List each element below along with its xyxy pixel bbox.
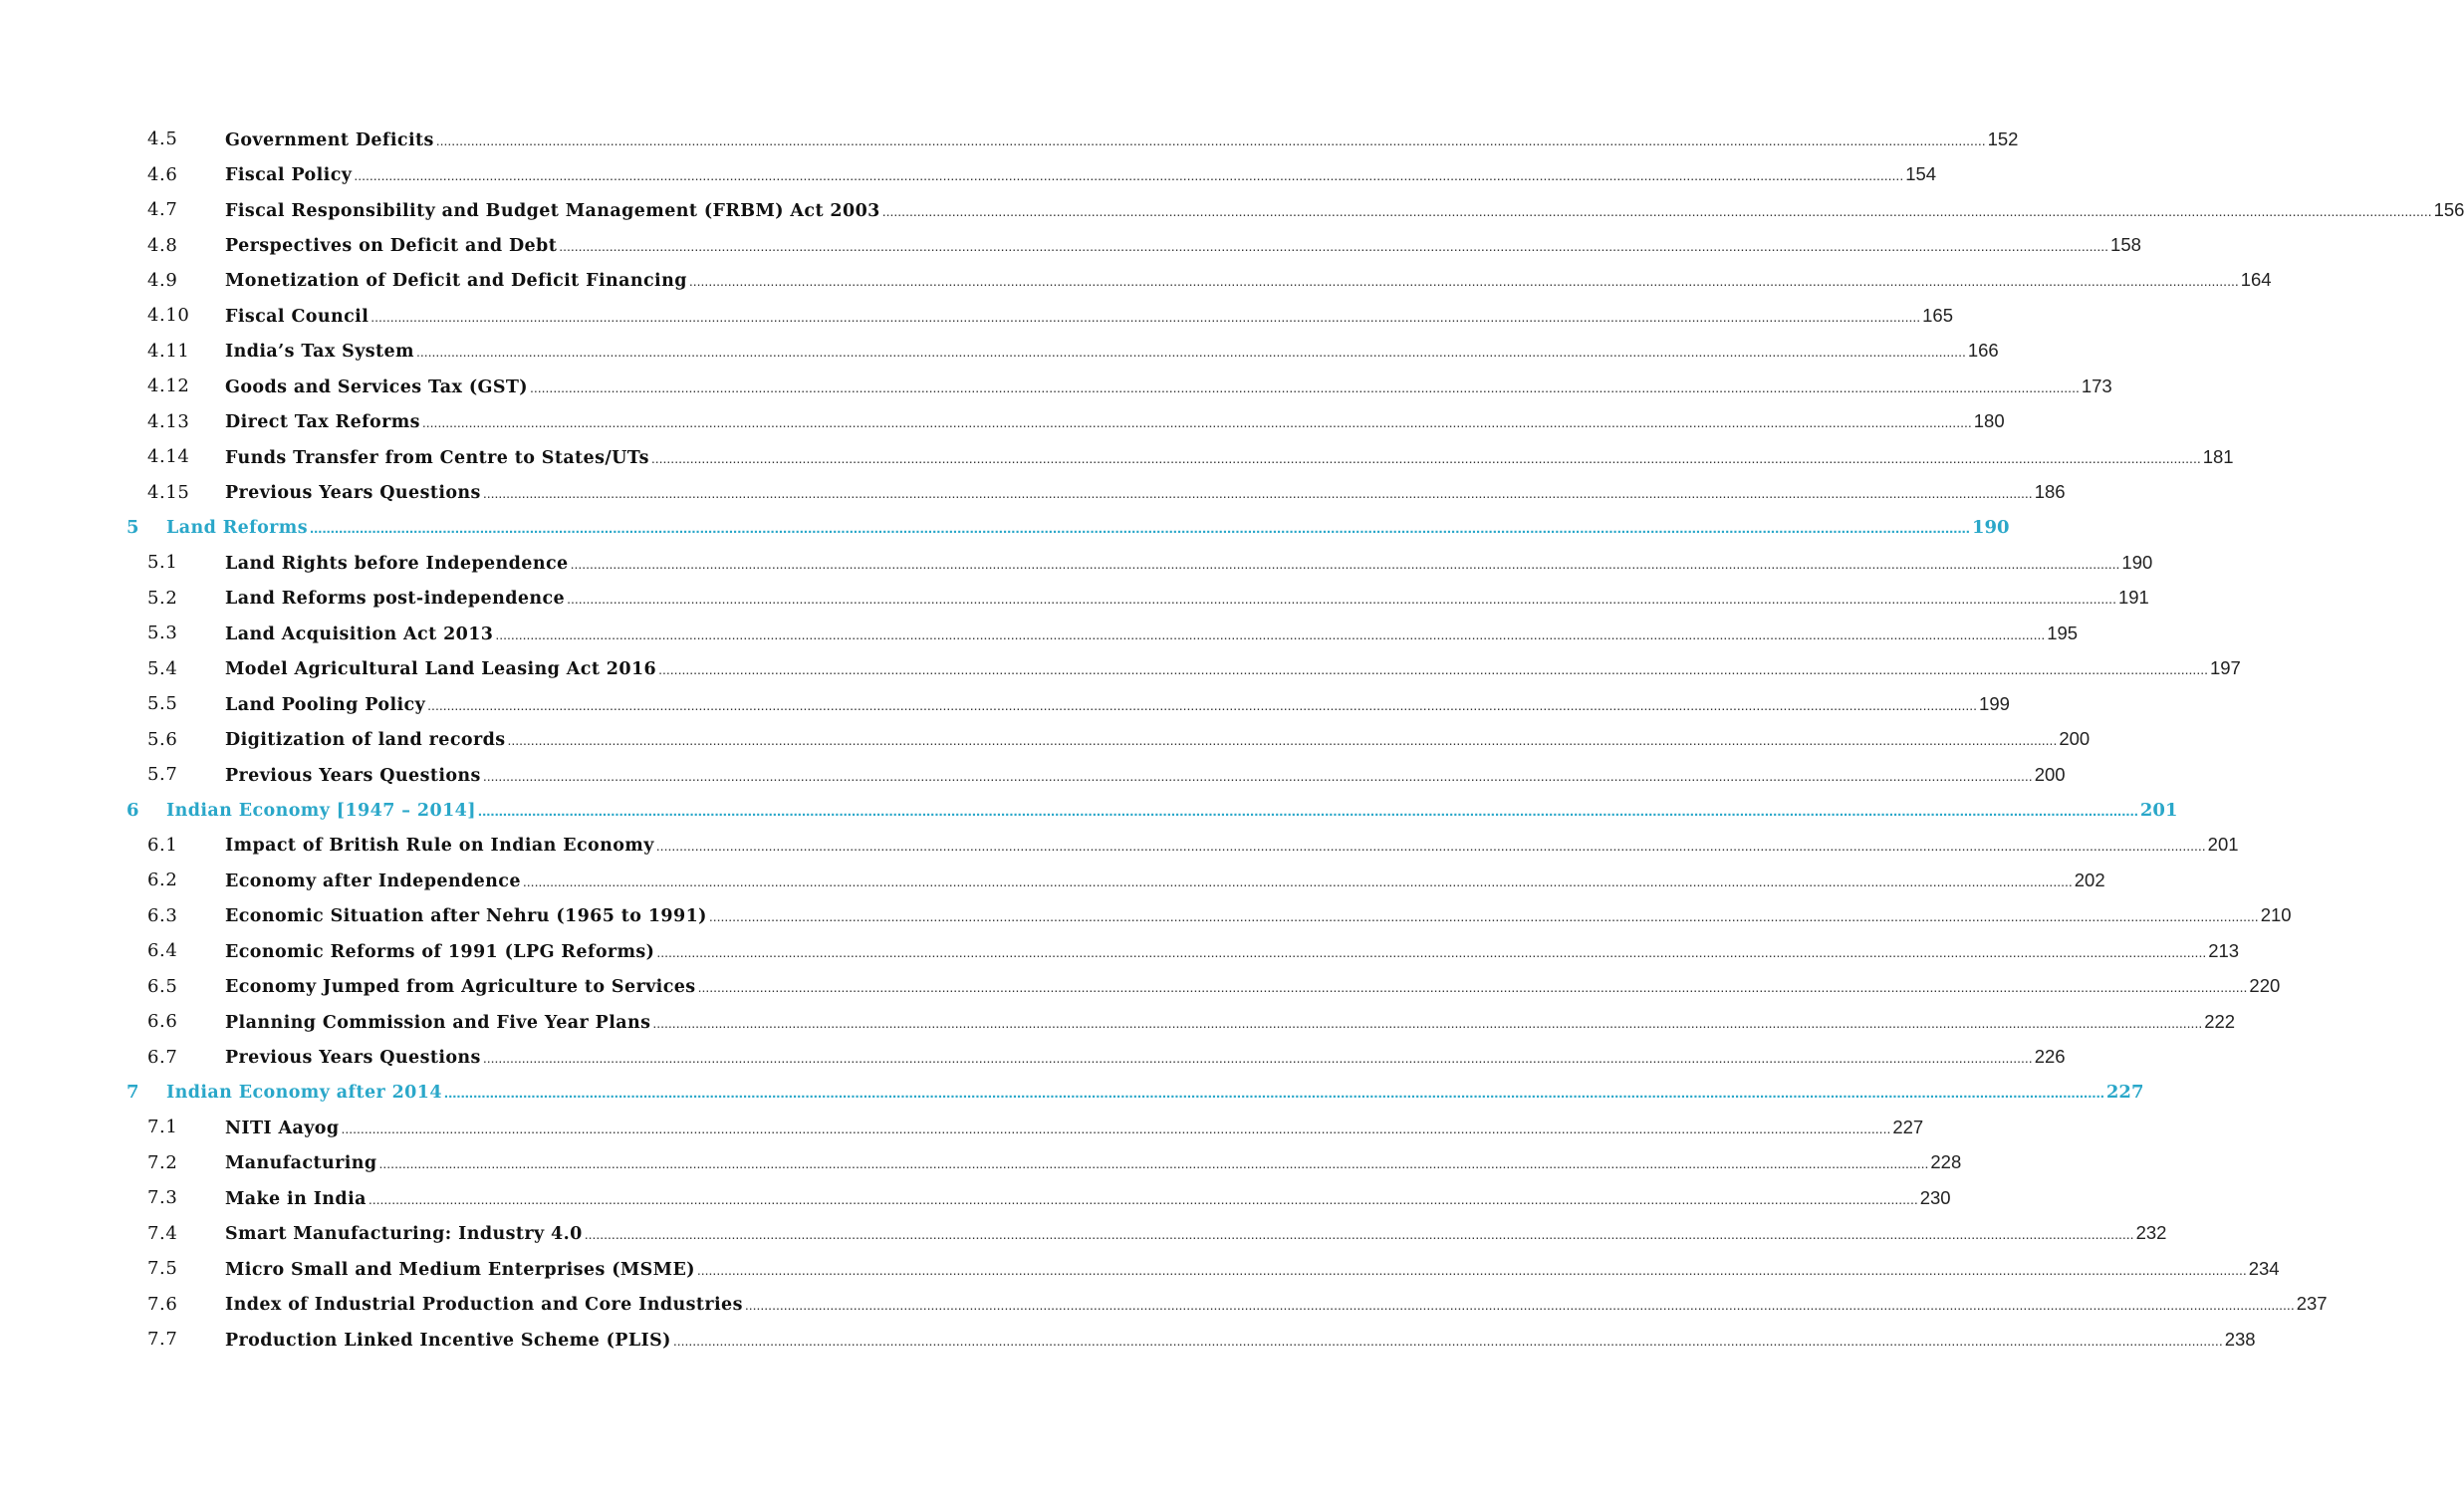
entry-title: Previous Years Questions (225, 765, 481, 786)
dot-leader: ................................................................................................................................................................................................................................................................................................................................................................................................................ (567, 591, 2116, 608)
entry-line (225, 869, 2105, 891)
entry-page-number: 227 (1892, 1116, 1924, 1137)
toc-section-entry[interactable] (0, 404, 2005, 439)
entry-title: Micro Small and Medium Enterprises (MSME) (225, 1259, 695, 1280)
toc-chapter-entry[interactable] (0, 1075, 2144, 1110)
dot-leader: ................................................................................................................................................................................................................................................................................................................................................................................................................ (708, 908, 2259, 925)
entry-title: Planning Commission and Five Year Plans (225, 1012, 651, 1033)
dot-leader: ................................................................................................................................................................................................................................................................................................................................................................................................................ (507, 732, 2058, 749)
toc-section-entry[interactable] (0, 263, 2272, 298)
toc-section-entry[interactable] (0, 122, 2019, 156)
toc-section-entry[interactable] (0, 757, 2066, 792)
toc-section-entry[interactable] (0, 651, 2241, 686)
entry-page-number: 234 (2248, 1257, 2280, 1279)
entry-number: 6.7 (147, 1046, 178, 1068)
entry-number: 4.8 (147, 234, 178, 256)
dot-leader: ................................................................................................................................................................................................................................................................................................................................................................................................................ (559, 238, 2109, 255)
entry-title: Funds Transfer from Centre to States/UTs (225, 447, 649, 468)
toc-section-entry[interactable] (0, 369, 2112, 403)
toc-section-entry[interactable] (0, 156, 1937, 191)
entry-line (225, 551, 2153, 574)
entry-line (225, 1046, 2066, 1069)
toc-chapter-entry[interactable] (0, 510, 2010, 545)
entry-page-number: 181 (2202, 445, 2234, 467)
entry-number: 4.15 (147, 481, 190, 503)
entry-number: 4.11 (147, 340, 190, 362)
entry-title: Fiscal Policy (225, 165, 353, 186)
entry-title: Model Agricultural Land Leasing Act 2016 (225, 659, 657, 680)
dot-leader: ................................................................................................................................................................................................................................................................................................................................................................................................................ (341, 1120, 1891, 1136)
entry-number: 6.4 (147, 940, 178, 962)
entry-page-number: 186 (2034, 481, 2066, 503)
entry-number: 7 (126, 1082, 140, 1104)
entry-page-number: 165 (1922, 304, 1953, 326)
entry-number: 5 (126, 517, 140, 539)
entry-number: 4.13 (147, 410, 190, 432)
entry-title: Fiscal Council (225, 306, 370, 327)
entry-line (225, 163, 1937, 186)
entry-page-number: 226 (2034, 1046, 2066, 1068)
entry-page-number: 191 (2117, 587, 2149, 609)
entry-page-number: 237 (2296, 1293, 2328, 1315)
entry-line (225, 1222, 2167, 1245)
dot-leader: ................................................................................................................................................................................................................................................................................................................................................................................................................ (495, 625, 2046, 642)
entry-number: 4.9 (147, 269, 178, 291)
entry-page-number: 197 (2209, 657, 2241, 679)
entry-line (225, 1328, 2256, 1351)
toc-section-entry[interactable] (0, 933, 2240, 968)
entry-number: 5.2 (147, 587, 178, 609)
entry-line (225, 763, 2066, 786)
entry-page-number: 228 (1930, 1151, 1962, 1173)
entry-line (225, 127, 2019, 150)
entry-number: 6.5 (147, 975, 178, 997)
entry-line (225, 657, 2241, 680)
entry-title: Indian Economy [1947 – 2014] (166, 800, 476, 821)
entry-page-number: 201 (2139, 799, 2178, 821)
entry-number: 4.14 (147, 446, 190, 468)
entry-page-number: 164 (2240, 269, 2272, 291)
entry-number: 4.7 (147, 199, 178, 221)
dot-leader: ................................................................................................................................................................................................................................................................................................................................................................................................................ (697, 979, 2248, 996)
dot-leader: ................................................................................................................................................................................................................................................................................................................................................................................................................ (482, 485, 2033, 502)
toc-chapter-entry[interactable] (0, 792, 2178, 827)
entry-line (225, 304, 1953, 327)
entry-line (225, 1010, 2236, 1033)
entry-line (225, 975, 2281, 998)
table-of-contents (0, 122, 2464, 1357)
entry-title: Land Rights before Independence (225, 553, 569, 574)
entry-page-number: 156 (2433, 198, 2464, 220)
dot-leader: ................................................................................................................................................................................................................................................................................................................................................................................................................ (658, 661, 2208, 678)
dot-leader: ................................................................................................................................................................................................................................................................................................................................................................................................................ (482, 1050, 2033, 1067)
entry-title: Impact of British Rule on Indian Economy (225, 836, 654, 857)
dot-leader: ................................................................................................................................................................................................................................................................................................................................................................................................................ (435, 131, 1986, 148)
toc-section-entry[interactable] (0, 298, 1953, 333)
dot-leader: ................................................................................................................................................................................................................................................................................................................................................................................................................ (688, 273, 2239, 290)
dot-leader: ................................................................................................................................................................................................................................................................................................................................................................................................................ (421, 414, 1972, 431)
dot-leader: ................................................................................................................................................................................................................................................................................................................................................................................................................ (744, 1297, 2295, 1314)
toc-section-entry[interactable] (0, 1286, 2328, 1321)
entry-line (225, 904, 2292, 927)
entry-page-number: 232 (2135, 1222, 2167, 1244)
dot-leader: ................................................................................................................................................................................................................................................................................................................................................................................................................ (443, 1085, 2104, 1103)
entry-page-number: 158 (2110, 234, 2141, 256)
entry-number: 4.5 (147, 128, 178, 150)
entry-number: 5.7 (147, 764, 178, 786)
entry-title: Land Reforms post-independence (225, 589, 566, 610)
dot-leader: ................................................................................................................................................................................................................................................................................................................................................................................................................ (415, 344, 1966, 361)
toc-section-entry[interactable] (0, 545, 2153, 580)
toc-section-entry[interactable] (0, 1180, 1951, 1215)
toc-section-entry[interactable] (0, 227, 2141, 262)
entry-line (225, 1186, 1951, 1209)
dot-leader: ................................................................................................................................................................................................................................................................................................................................................................................................................ (881, 202, 2432, 219)
entry-page-number: 200 (2059, 728, 2091, 750)
toc-section-entry[interactable] (0, 616, 2079, 650)
dot-leader: ................................................................................................................................................................................................................................................................................................................................................................................................................ (696, 1261, 2247, 1278)
dot-leader: ................................................................................................................................................................................................................................................................................................................................................................................................................ (652, 1014, 2203, 1031)
dot-leader: ................................................................................................................................................................................................................................................................................................................................................................................................................ (368, 1190, 1918, 1207)
entry-number: 5.6 (147, 728, 178, 750)
toc-section-entry[interactable] (0, 334, 1999, 369)
entry-line (225, 834, 2239, 857)
entry-line (225, 939, 2240, 962)
entry-line (225, 269, 2272, 292)
dot-leader: ................................................................................................................................................................................................................................................................................................................................................................................................................ (378, 1155, 1929, 1172)
dot-leader: ................................................................................................................................................................................................................................................................................................................................................................................................................ (482, 767, 2033, 784)
entry-number: 4.12 (147, 375, 190, 397)
entry-page-number: 199 (1979, 692, 2010, 714)
entry-page-number: 166 (1967, 340, 1999, 362)
entry-title: Digitization of land records (225, 730, 506, 751)
entry-page-number: 180 (1973, 410, 2005, 432)
toc-section-entry[interactable] (0, 474, 2066, 509)
entry-title: Index of Industrial Production and Core Industries (225, 1295, 743, 1316)
entry-line (225, 1257, 2280, 1280)
entry-title: Economic Reforms of 1991 (LPG Reforms) (225, 941, 655, 962)
entry-title: Land Pooling Policy (225, 694, 426, 715)
entry-line (225, 234, 2141, 257)
entry-page-number: 220 (2249, 975, 2281, 997)
entry-page-number: 173 (2081, 374, 2112, 396)
toc-section-entry[interactable] (0, 439, 2234, 474)
entry-number: 4.10 (147, 305, 190, 327)
toc-section-entry[interactable] (0, 1322, 2256, 1357)
toc-section-entry[interactable] (0, 581, 2149, 616)
entry-title: Smart Manufacturing: Industry 4.0 (225, 1224, 583, 1245)
entry-line (166, 799, 2178, 821)
entry-page-number: 213 (2208, 939, 2240, 961)
toc-section-entry[interactable] (0, 192, 2464, 227)
entry-title: India’s Tax System (225, 342, 414, 363)
toc-section-entry[interactable] (0, 1004, 2236, 1039)
dot-leader: ................................................................................................................................................................................................................................................................................................................................................................................................................ (354, 167, 1904, 184)
dot-leader: ................................................................................................................................................................................................................................................................................................................................................................................................................ (522, 872, 2073, 889)
entry-page-number: 238 (2224, 1328, 2256, 1350)
dot-leader: ................................................................................................................................................................................................................................................................................................................................................................................................................ (529, 378, 2080, 395)
entry-title: Land Acquisition Act 2013 (225, 623, 494, 644)
entry-page-number: 190 (1971, 517, 2010, 539)
dot-leader: ................................................................................................................................................................................................................................................................................................................................................................................................................ (370, 308, 1921, 325)
toc-section-entry[interactable] (0, 863, 2105, 897)
entry-title: Direct Tax Reforms (225, 412, 420, 433)
toc-section-entry[interactable] (0, 721, 2091, 756)
entry-line (225, 340, 1999, 363)
entry-number: 7.3 (147, 1187, 178, 1209)
entry-title: Economic Situation after Nehru (1965 to 1991) (225, 906, 707, 927)
entry-title: NITI Aayog (225, 1118, 340, 1138)
entry-title: Goods and Services Tax (GST) (225, 376, 528, 397)
entry-number: 5.5 (147, 693, 178, 715)
entry-line (225, 445, 2234, 468)
dot-leader: ................................................................................................................................................................................................................................................................................................................................................................................................................ (672, 1332, 2223, 1349)
dot-leader: ................................................................................................................................................................................................................................................................................................................................................................................................................ (656, 943, 2207, 960)
entry-title: Economy after Independence (225, 871, 521, 891)
entry-page-number: 201 (2207, 834, 2239, 856)
entry-page-number: 200 (2034, 763, 2066, 785)
entry-line (225, 622, 2079, 644)
entry-number: 7.6 (147, 1293, 178, 1315)
entry-number: 6.1 (147, 834, 178, 856)
entry-title: Government Deficits (225, 129, 434, 150)
entry-page-number: 210 (2260, 904, 2292, 926)
entry-line (166, 1082, 2144, 1104)
entry-title: Indian Economy after 2014 (166, 1083, 442, 1104)
entry-title: Production Linked Incentive Scheme (PLIS) (225, 1330, 671, 1351)
entry-title: Perspectives on Deficit and Debt (225, 236, 558, 257)
entry-page-number: 230 (1919, 1186, 1951, 1208)
dot-leader: ................................................................................................................................................................................................................................................................................................................................................................................................................ (655, 838, 2206, 855)
entry-page-number: 202 (2074, 869, 2105, 890)
entry-line (225, 692, 2010, 715)
toc-section-entry[interactable] (0, 1145, 1962, 1180)
entry-title: Manufacturing (225, 1153, 377, 1174)
entry-number: 6 (126, 799, 140, 821)
entry-number: 5.4 (147, 657, 178, 679)
entry-line (225, 1293, 2328, 1316)
entry-number: 4.6 (147, 163, 178, 185)
entry-title: Previous Years Questions (225, 1048, 481, 1069)
entry-title: Make in India (225, 1188, 367, 1209)
entry-page-number: 227 (2105, 1082, 2144, 1104)
entry-line (225, 728, 2091, 751)
entry-line (225, 374, 2112, 397)
dot-leader: ................................................................................................................................................................................................................................................................................................................................................................................................................ (309, 520, 1970, 538)
dot-leader: ................................................................................................................................................................................................................................................................................................................................................................................................................ (570, 555, 2120, 572)
entry-line (225, 1151, 1962, 1174)
entry-line (225, 1116, 1924, 1138)
entry-line (225, 410, 2005, 433)
entry-number: 7.4 (147, 1222, 178, 1244)
toc-section-entry[interactable] (0, 1251, 2280, 1286)
toc-section-entry[interactable] (0, 969, 2281, 1004)
dot-leader: ................................................................................................................................................................................................................................................................................................................................................................................................................ (650, 449, 2201, 466)
entry-line (225, 587, 2149, 610)
entry-title: Economy Jumped from Agriculture to Services (225, 977, 696, 998)
toc-section-entry[interactable] (0, 1110, 1924, 1144)
entry-page-number: 154 (1905, 163, 1937, 185)
toc-section-entry[interactable] (0, 898, 2292, 933)
toc-section-entry[interactable] (0, 1216, 2167, 1251)
toc-section-entry[interactable] (0, 686, 2010, 721)
entry-page-number: 195 (2047, 622, 2079, 643)
entry-number: 7.5 (147, 1258, 178, 1280)
toc-section-entry[interactable] (0, 1039, 2066, 1074)
entry-number: 5.3 (147, 622, 178, 644)
entry-number: 5.1 (147, 552, 178, 574)
entry-number: 7.2 (147, 1151, 178, 1173)
entry-line (166, 517, 2010, 539)
dot-leader: ................................................................................................................................................................................................................................................................................................................................................................................................................ (427, 696, 1978, 713)
entry-number: 7.1 (147, 1117, 178, 1138)
entry-page-number: 152 (1987, 127, 2019, 149)
entry-page-number: 190 (2121, 551, 2153, 573)
entry-line (225, 481, 2066, 504)
entry-title: Land Reforms (166, 518, 308, 539)
dot-leader: ................................................................................................................................................................................................................................................................................................................................................................................................................ (584, 1226, 2134, 1243)
entry-title: Previous Years Questions (225, 483, 481, 504)
entry-title: Monetization of Deficit and Deficit Financing (225, 271, 687, 292)
dot-leader: ................................................................................................................................................................................................................................................................................................................................................................................................................ (477, 802, 2138, 820)
entry-number: 7.7 (147, 1329, 178, 1351)
entry-title: Fiscal Responsibility and Budget Management (FRBM) Act 2003 (225, 200, 880, 221)
entry-page-number: 222 (2204, 1010, 2236, 1032)
entry-line (225, 198, 2464, 221)
entry-number: 6.2 (147, 870, 178, 891)
entry-number: 6.3 (147, 904, 178, 926)
entry-number: 6.6 (147, 1011, 178, 1033)
toc-section-entry[interactable] (0, 828, 2239, 863)
